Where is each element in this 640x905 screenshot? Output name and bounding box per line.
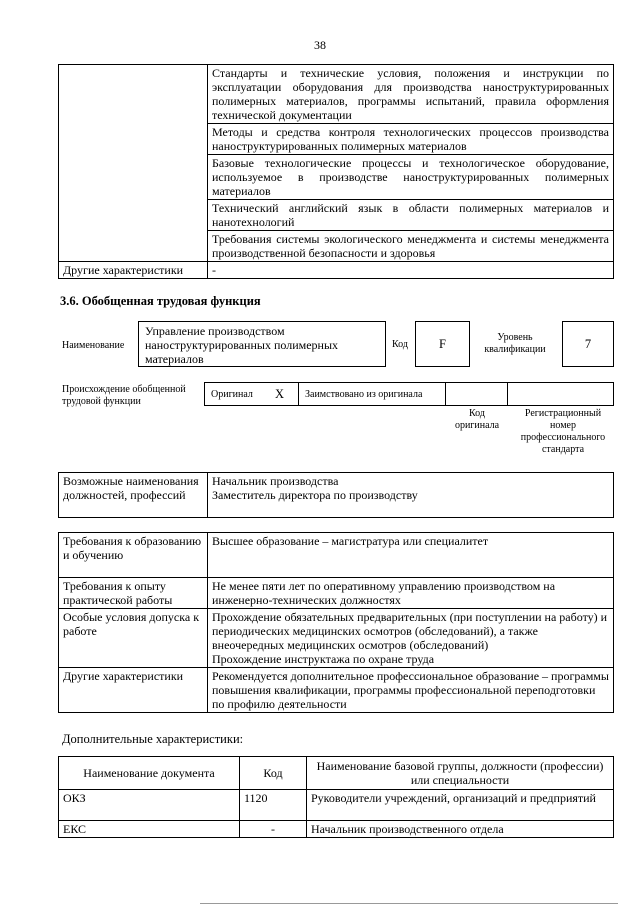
- table-row: [59, 821, 614, 838]
- table-cell: Требования системы экологического менеджмента и системы менеджмента производственной безопасности и здоровья: [208, 231, 614, 262]
- column-header: Код: [240, 757, 307, 790]
- table-cell: ЕКС: [59, 821, 240, 838]
- column-header: Наименование документа: [59, 757, 240, 790]
- table-cell: -: [240, 821, 307, 838]
- column-header: Наименование базовой группы, должности (профессии) или специальности: [307, 757, 614, 790]
- requirement-value: Не менее пяти лет по оперативному управлению производством на инженерно-технических должностях: [208, 578, 614, 609]
- table-row: [59, 262, 614, 279]
- table-cell: Базовые технологические процессы и технологическое оборудование, используемое в производстве наноструктурированных полимерных материалов: [208, 155, 614, 200]
- position-item: Заместитель директора по производству: [212, 488, 418, 502]
- code-original-caption: Код оригинала: [454, 408, 500, 431]
- original-mark: X: [275, 387, 285, 401]
- table-cell: Методы и средства контроля технологических процессов производства наноструктурированных полимерных материалов: [208, 124, 614, 155]
- function-name-field: Управление производством наноструктурированных полимерных материалов: [138, 321, 386, 367]
- origin-label: Происхождение обобщенной трудовой функции: [62, 384, 186, 407]
- requirement-value: Прохождение обязательных предварительных (при поступлении на работу) и периодических медицинских осмотров (обследований), а также внеочередных медицинских осмотров (обследований) Прохождение инструктажа по охране труда: [208, 609, 614, 668]
- positions-table: [58, 472, 614, 518]
- other-characteristics-label: Другие характеристики: [59, 262, 208, 279]
- origin-box: [204, 382, 614, 406]
- requirement-label: Требования к образованию и обучению: [59, 533, 208, 578]
- table-cell: Технический английский язык в области полимерных материалов и нанотехнологий: [208, 200, 614, 231]
- table-row: [59, 473, 614, 518]
- positions-label: Возможные наименования должностей, профессий: [59, 473, 208, 518]
- name-label: Наименование: [62, 340, 125, 351]
- divider: [298, 383, 299, 405]
- table-row: [59, 65, 614, 124]
- table-row: [59, 578, 614, 609]
- page-number: 38: [314, 38, 326, 52]
- code-label: Код: [392, 339, 408, 350]
- requirement-label: Особые условия допуска к работе: [59, 609, 208, 668]
- other-characteristics-value: -: [208, 262, 614, 279]
- extra-table: [58, 756, 614, 838]
- requirements-table: [58, 532, 614, 713]
- divider: [445, 383, 446, 405]
- table-cell: Стандарты и технические условия, положения и инструкции по эксплуатации оборудования для производства наноструктурированных полимерных материалов, программы испытаний, правила оформления технической документации: [208, 65, 614, 124]
- requirement-label: Другие характеристики: [59, 668, 208, 713]
- positions-values: [208, 473, 614, 518]
- table-row: [59, 533, 614, 578]
- code-value: F: [415, 321, 470, 367]
- reg-number-caption: Регистрационный номер профессионального стандарта: [520, 408, 606, 455]
- table-cell: Начальник производственного отдела: [307, 821, 614, 838]
- level-label: Уровень квалификации: [484, 332, 546, 355]
- requirement-value: Рекомендуется дополнительное профессиональное образование – программы повышения квалификации, программы профессиональной переподготовки по профилю деятельности: [208, 668, 614, 713]
- table-cell: ОКЗ: [59, 790, 240, 821]
- requirement-value: Высшее образование – магистратура или специалитет: [208, 533, 614, 578]
- table-row: [59, 668, 614, 713]
- table-row: [59, 609, 614, 668]
- empty-cell: [59, 65, 208, 262]
- table-row: [59, 790, 614, 821]
- table-cell: Руководители учреждений, организаций и предприятий: [307, 790, 614, 821]
- borrowed-label: Заимствовано из оригинала: [305, 389, 423, 400]
- level-value: 7: [562, 321, 614, 367]
- divider: [507, 383, 508, 405]
- table-header-row: [59, 757, 614, 790]
- position-item: Начальник производства: [212, 474, 339, 488]
- knowledge-table: [58, 64, 614, 279]
- original-label: Оригинал: [211, 389, 253, 400]
- table-cell: 1120: [240, 790, 307, 821]
- additional-title: Дополнительные характеристики:: [62, 732, 244, 746]
- requirement-label: Требования к опыту практической работы: [59, 578, 208, 609]
- section-title: 3.6. Обобщенная трудовая функция: [60, 294, 261, 308]
- bottom-rule: [200, 903, 618, 904]
